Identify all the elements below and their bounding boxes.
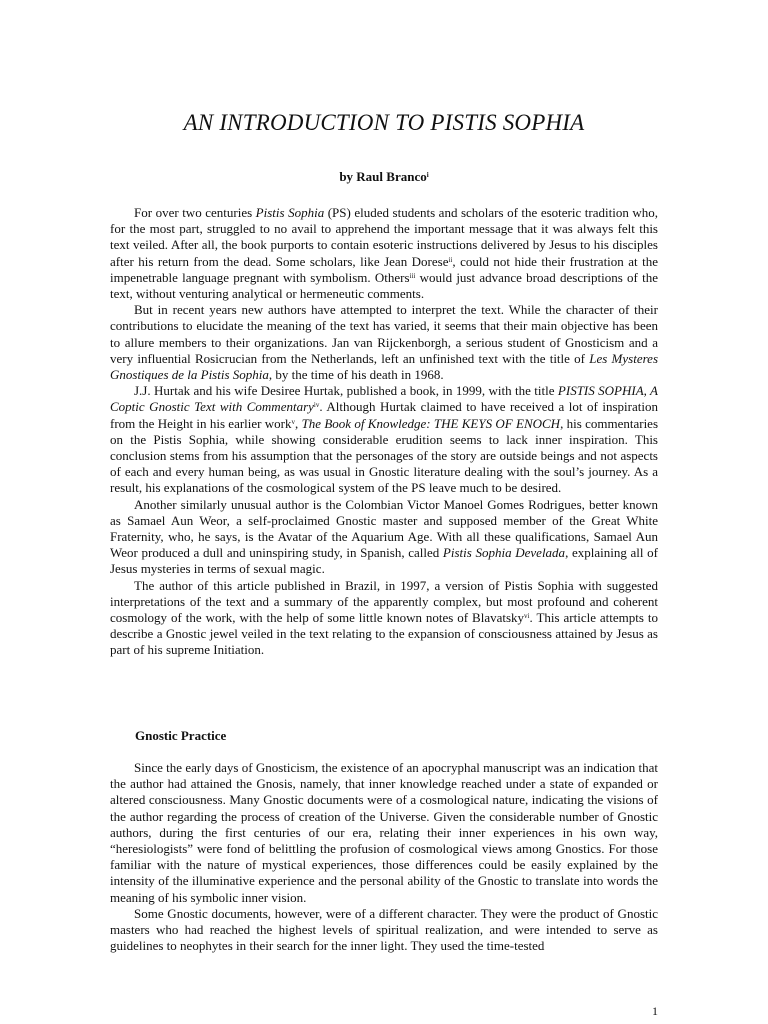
text-run-italic: Pistis Sophia bbox=[255, 205, 325, 220]
text-run: Another similarly unusual author is the Colombian Victor Manoel Gomes Rodrigues, better known as Samael Aun Weor, a self-proclaimed Gnostic master and supposed member of the Great White Fraternity, who, he says, is the Avatar of the Aquarium Age. With all these qualifications, Samael Aun Weor produced a dull and uninspiring study, in Spanish, called bbox=[110, 496, 658, 561]
text-run: , bbox=[295, 415, 302, 431]
footnote-ref: iii bbox=[409, 271, 416, 280]
paragraph-6: Since the early days of Gnosticism, the existence of an apocryphal manuscript was an indication that the author had attained the Gnosis, namely, that inner knowledge reached under a state of expanded or altered consciousness. Many Gnostic documents were of a cosmological nature, indicating the visions of the author regarding the process of creation of the Universe. Given the considerable number of Gnostic authors, during the first centuries of our era, relating their inner experiences in his own way, “heresiologists” were fond of belittling the profusion of cosmological views among Gnostics. For those familiar with the nature of mystical experiences, those differences could be easily explained by the intensity of the illuminative experience and the personal ability of the Gnostic to translate into words the meaning of his symbolic inner vision. bbox=[110, 760, 658, 905]
footnote-ref: vi bbox=[524, 612, 530, 621]
text-run: , explaining all of Jesus mysteries in terms of sexual magic. bbox=[110, 545, 658, 577]
intro-section bbox=[110, 205, 658, 659]
text-run: . This article attempts to describe a Gnostic jewel veiled in the text relating to the expansion of consciousness attained by Jesus as part of his supreme Initiation. bbox=[110, 610, 659, 658]
text-run: , by the time of his death in 1968. bbox=[268, 367, 444, 383]
document-title: AN INTRODUCTION TO PISTIS SOPHIA bbox=[183, 110, 585, 135]
text-run: But in recent years new authors have attempted to interpret the text. While the character of their contributions to elucidate the meaning of the text has varied, it seems that their main objective has been to allure members to their organizations. Jan van Rijckenborgh, a serious student of Gnosticism and a very influential Rosicrucian from the Netherlands, left an unfinished text with the title of bbox=[110, 302, 658, 366]
text-run: (PS) eluded students and scholars of the esoteric tradition who, for the most part, struggled to no avail to apprehend the important message that it was always felt this text veiled. After all, the book purports to contain esoteric instructions delivered by Jesus to his disciples after his return from the dead. Some scholars, like Jean Dorese bbox=[110, 205, 658, 269]
gnostic-practice-section bbox=[110, 760, 658, 954]
footnote-ref: ii bbox=[448, 255, 453, 264]
text-run-italic: The Book of Knowledge: THE KEYS OF ENOCH bbox=[301, 415, 561, 431]
paragraph-2 bbox=[110, 302, 658, 383]
footnote-ref: iv bbox=[313, 401, 320, 410]
paragraph-4 bbox=[110, 497, 658, 578]
text-run: The author of this article published in Brazil, in 1997, a version of Pistis Sophia with suggested interpretations of the text and a summary of the apparently complex, but most profound and coherent cosmology of the work, with the help of some little known notes of Blavatsky bbox=[110, 577, 658, 626]
text-run: . Although Hurtak claimed to have received a lot of inspiration from the Height in his earlier work bbox=[110, 399, 658, 431]
text-run: J.J. Hurtak and his wife Desiree Hurtak, published a book, in 1999, with the title bbox=[134, 383, 558, 399]
paragraph-5 bbox=[110, 578, 658, 659]
byline-text: by Raul Branco bbox=[339, 169, 427, 184]
paragraph-7: Some Gnostic documents, however, were of a different character. They were the product of Gnostic masters who had reached the highest levels of spiritual realization, and were intended to serve as guidelines to neophytes in their search for the inner light. They used the time-tested bbox=[110, 905, 658, 954]
text-run: , his commentaries on the Pistis Sophia, while showing considerable erudition seems to lack inner inspiration. This conclusion stems from his assumption that the personages of the story are outside beings and not aspects of each and every human being, as was usual in Gnostic literature dealing with the soul’s journey. As a result, his explanations of the cosmological system of the PS leave much to be desired. bbox=[110, 415, 659, 496]
footnote-ref: i bbox=[426, 171, 429, 179]
page-number: 1 bbox=[652, 1004, 658, 1018]
text-run: For over two centuries bbox=[134, 205, 256, 220]
footnote-ref: v bbox=[291, 417, 296, 426]
text-run: , could not hide their frustration at the impenetrable language pregnant with symbolism. Others bbox=[110, 253, 658, 285]
text-run-italic: PISTIS SOPHIA, A Coptic Gnostic Text with Commentary bbox=[110, 383, 658, 415]
paragraph-1 bbox=[110, 205, 658, 302]
text-run-italic: Pistis Sophia Develada bbox=[442, 545, 566, 561]
section-heading: Gnostic Practice bbox=[135, 728, 227, 743]
author-byline bbox=[110, 169, 658, 185]
text-run: would just advance broad descriptions of the text, without venturing analytical or hermeneutic comments. bbox=[110, 269, 658, 302]
text-run-italic: Les Mysteres Gnostiques de la Pistis Sophia bbox=[110, 350, 658, 383]
paragraph-3 bbox=[110, 383, 658, 496]
